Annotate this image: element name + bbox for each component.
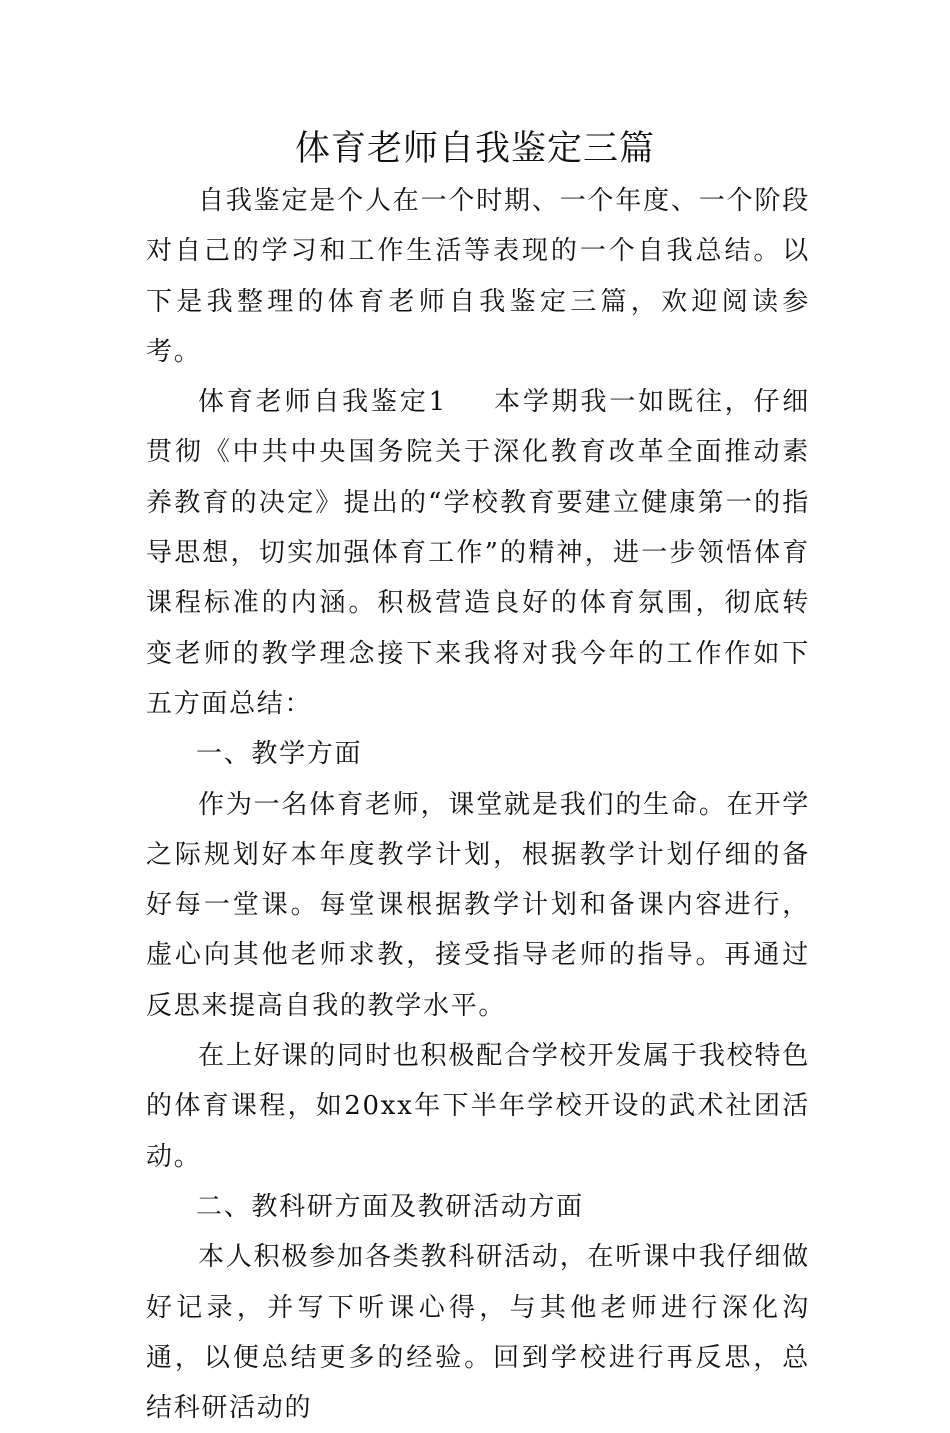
teaching-paragraph-1: 作为一名体育老师，课堂就是我们的生命。在开学之际规划好本年度教学计划，根据教学计划仔细的备好每一堂课。每堂课根据教学计划和备课内容进行，虚心向其他老师求教，接受指导老师的指导。再通过反思来提高自我的教学水平。 <box>146 789 810 1021</box>
section-1-paragraph <box>146 377 810 729</box>
intro-paragraph: 自我鉴定是个人在一个时期、一个年度、一个阶段对自己的学习和工作生活等表现的一个自我总结。以下是我整理的体育老师自我鉴定三篇，欢迎阅读参考。 <box>146 186 810 367</box>
heading-research: 二、教科研方面及教研活动方面 <box>196 1191 584 1222</box>
heading-teaching: 一、教学方面 <box>196 739 363 770</box>
section-1-label: 体育老师自我鉴定1 <box>198 387 447 418</box>
document-body <box>146 176 810 1433</box>
document-title: 体育老师自我鉴定三篇 <box>294 129 655 169</box>
research-paragraph: 本人积极参加各类教科研活动，在听课中我仔细做好记录，并写下听课心得，与其他老师进行深化沟通，以便总结更多的经验。回到学校进行再反思，总结科研活动的 <box>146 1242 810 1424</box>
teaching-paragraph-2: 在上好课的同时也积极配合学校开发属于我校特色的体育课程，如20xx年下半年学校开设的武术社团活动。 <box>146 1041 810 1172</box>
section-1-text: 本学期我一如既往，仔细贯彻《中共中央国务院关于深化教育改革全面推动素养教育的决定》提出的“学校教育要建立健康第一的指导思想，切实加强体育工作”的精神，进一步领悟体育课程标准的内涵。积极营造良好的体育氛围，彻底转变老师的教学理念接下来我将对我今年的工作作如下五方面总结： <box>146 387 811 719</box>
